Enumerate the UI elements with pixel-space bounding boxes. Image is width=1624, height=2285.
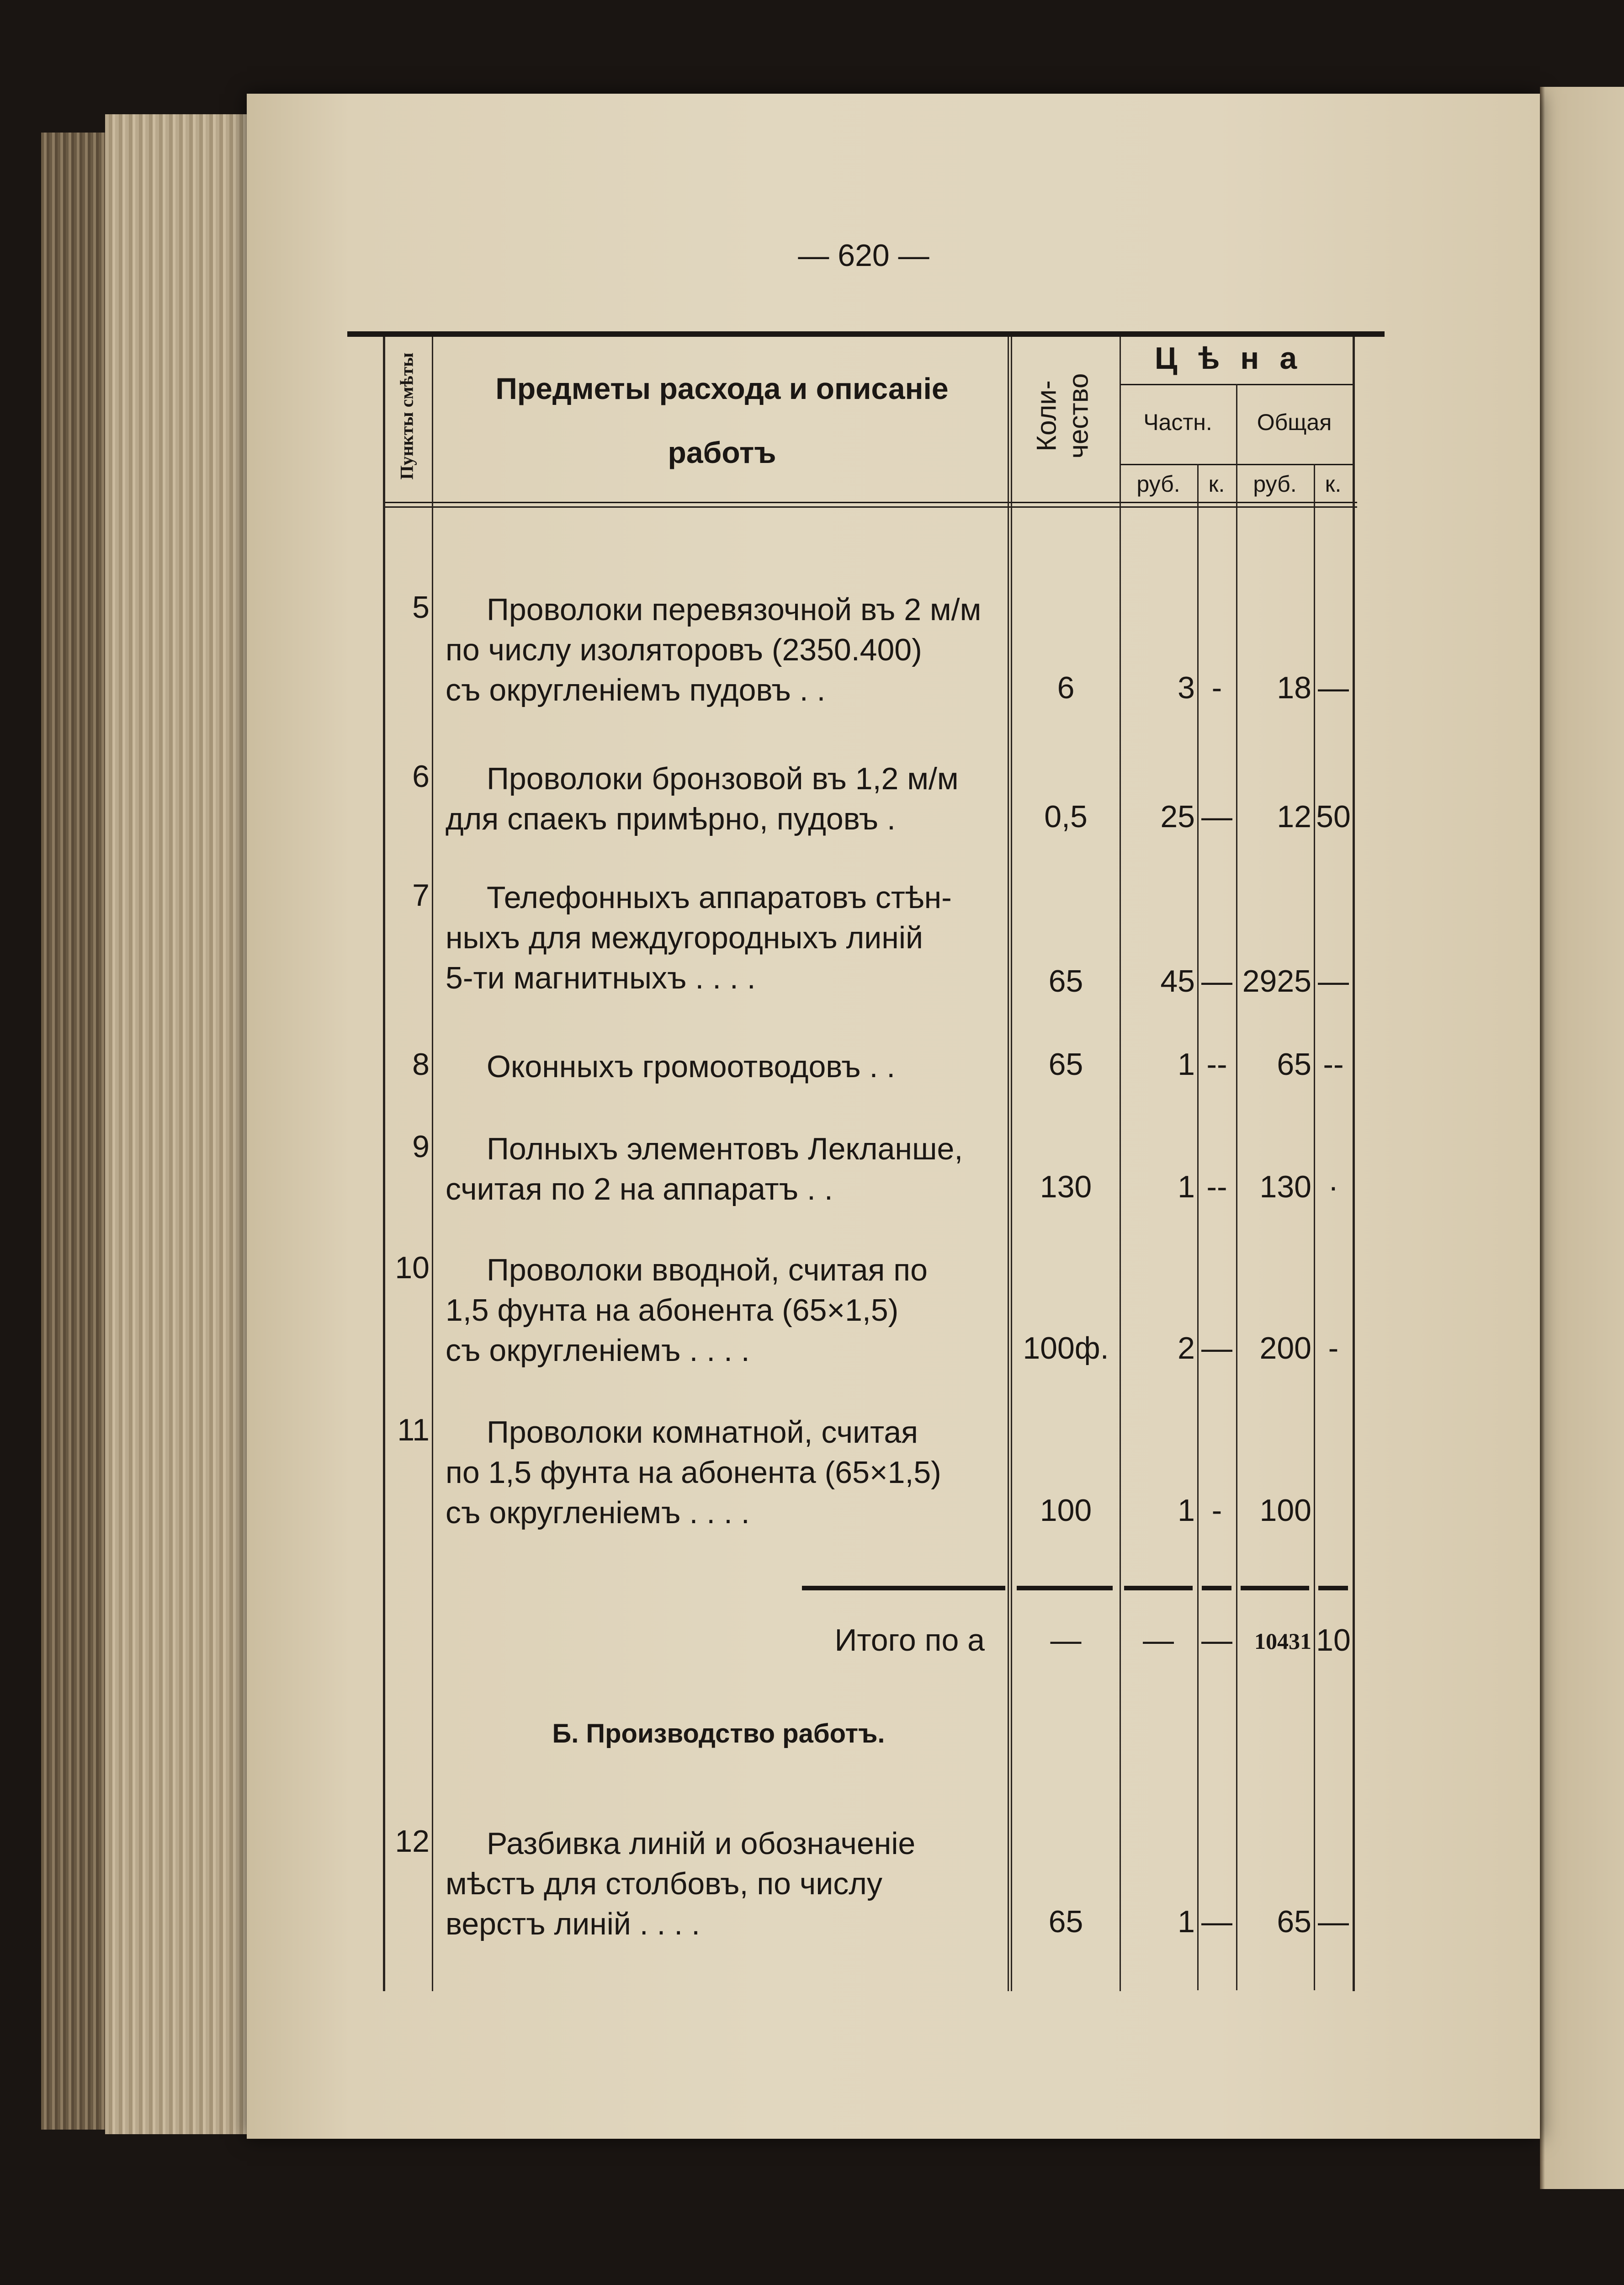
row-unit-rub: 1 [1178,1169,1195,1204]
row-number: 7 [412,878,430,913]
row-number: 5 [412,590,430,625]
header-bottom-rule [384,502,1357,503]
row-qty: 65 [1048,1047,1083,1082]
header-description: Предметы расхода и описаніе работъ [495,372,949,469]
row-total-kop: -- [1323,1047,1344,1082]
header-unit-kop: к. [1208,471,1225,497]
row-qty: 65 [1048,964,1083,999]
row-unit-kop: -- [1206,1169,1227,1204]
row-qty: 100ф. [1023,1331,1109,1366]
subtotal-total-kop: 10 [1316,1623,1351,1658]
col-line-desc [432,337,433,1991]
row-qty: 130 [1040,1169,1092,1204]
header-bottom-rule-2 [384,506,1357,508]
row-unit-rub: 1 [1178,1047,1195,1082]
row-unit-rub: 1 [1178,1493,1195,1528]
row-number: 12 [395,1824,430,1859]
col-line-qty [1008,337,1009,1991]
row-qty: 65 [1048,1904,1083,1939]
row-number: 10 [395,1250,430,1285]
col-line-left [383,337,385,1991]
row-description: Проволоки бронзовой въ 1,2 м/м для спаекъ примѣрно, пудовъ . [446,761,959,836]
row-number: 8 [412,1047,430,1082]
row-total-kop: — [1318,1904,1349,1939]
header-total-price: Общая [1257,409,1332,435]
row-number: 11 [397,1413,430,1447]
header-total-kop: к. [1325,471,1342,497]
row-qty: 0,5 [1044,799,1088,834]
row-description: Телефонныхъ аппаратовъ стѣн- ныхъ для междугородныхъ линій 5-ти магнитныхъ . . . . [446,880,952,995]
row-qty: 6 [1057,670,1075,705]
header-unit-price: Частн. [1143,409,1212,435]
row-total-rub: 18 [1277,670,1311,705]
row-qty: 100 [1040,1493,1092,1528]
row-total-kop: — [1318,964,1349,999]
subtotal-rule-total-rub [1241,1586,1309,1590]
subtotal-unit-rub: — [1143,1623,1174,1658]
subtotal-rule-desc [802,1586,1005,1590]
row-total-kop: 50 [1316,799,1351,834]
row-total-rub: 65 [1277,1904,1311,1939]
row-total-kop: · [1328,1169,1339,1204]
row-total-kop: - [1328,1331,1339,1366]
header-unit-rub: руб. [1136,471,1180,497]
row-number: 9 [412,1129,430,1164]
row-description: Проволоки комнатной, считая по 1,5 фунта на абонента (65×1,5) съ округленіемъ . . . . [446,1415,941,1530]
row-total-rub: 100 [1259,1493,1311,1528]
header-top-rule [347,331,1385,337]
row-unit-kop: — [1201,964,1232,999]
row-unit-rub: 25 [1160,799,1195,834]
row-number: 6 [412,759,430,794]
row-unit-rub: 2 [1178,1331,1195,1366]
row-unit-kop: — [1201,1904,1232,1939]
row-unit-kop: — [1201,1331,1232,1366]
header-total-rub: руб. [1253,471,1297,497]
page-number: — 620 — [798,238,929,273]
book-edge-pages [105,114,270,2134]
row-unit-kop: - [1211,670,1222,705]
row-description: Разбивка линій и обозначеніе мѣстъ для столбовъ, по числу верстъ линій . . . . [446,1826,916,1941]
row-total-rub: 65 [1277,1047,1311,1082]
row-unit-rub: 1 [1178,1904,1195,1939]
row-description: Проволоки перевязочной въ 2 м/м по числу изоляторовъ (2350.400) съ округленіемъ пудовъ . . [446,592,982,707]
row-description: Оконныхъ громоотводовъ . . [487,1049,896,1084]
row-total-rub: 2925 [1242,964,1311,999]
row-description: Полныхъ элементовъ Лекланше, считая по 2 на аппаратъ . . [446,1132,963,1206]
facing-page [1540,87,1624,2189]
row-unit-rub: 45 [1160,964,1195,999]
row-total-rub: 200 [1259,1331,1311,1366]
row-total-kop: — [1318,670,1349,705]
row-unit-kop: -- [1206,1047,1227,1082]
row-total-rub: 130 [1259,1169,1311,1204]
row-unit-kop: - [1211,1493,1222,1528]
subtotal-rule-unit-rub [1124,1586,1193,1590]
row-unit-rub: 3 [1178,670,1195,705]
subtotal-rule-total-kop [1318,1586,1348,1590]
subtotal-label: Итого по а [834,1623,985,1658]
subtotal-qty: — [1050,1623,1082,1658]
subtotal-rule-qty [1017,1586,1113,1590]
row-unit-kop: — [1201,799,1232,834]
header-quantity: Коли- чество [1031,373,1093,459]
col-line-price [1120,337,1121,1991]
row-total-rub: 12 [1277,799,1311,834]
header-item-no: Пункты смѣты [396,352,417,479]
subtotal-unit-kop: — [1201,1623,1232,1658]
subtotal-rule-unit-kop [1202,1586,1231,1590]
col-line-total [1236,384,1237,1990]
col-line-right [1353,337,1355,1991]
row-description: Проволоки вводной, считая по 1,5 фунта на абонента (65×1,5) съ округленіемъ . . . . [446,1253,928,1368]
header-price: Цѣна [1154,341,1318,376]
col-line-qty2 [1011,337,1012,1991]
subtotal-total-rub: 10431 [1254,1628,1311,1654]
section-title: Б. Производство работъ. [552,1719,885,1748]
